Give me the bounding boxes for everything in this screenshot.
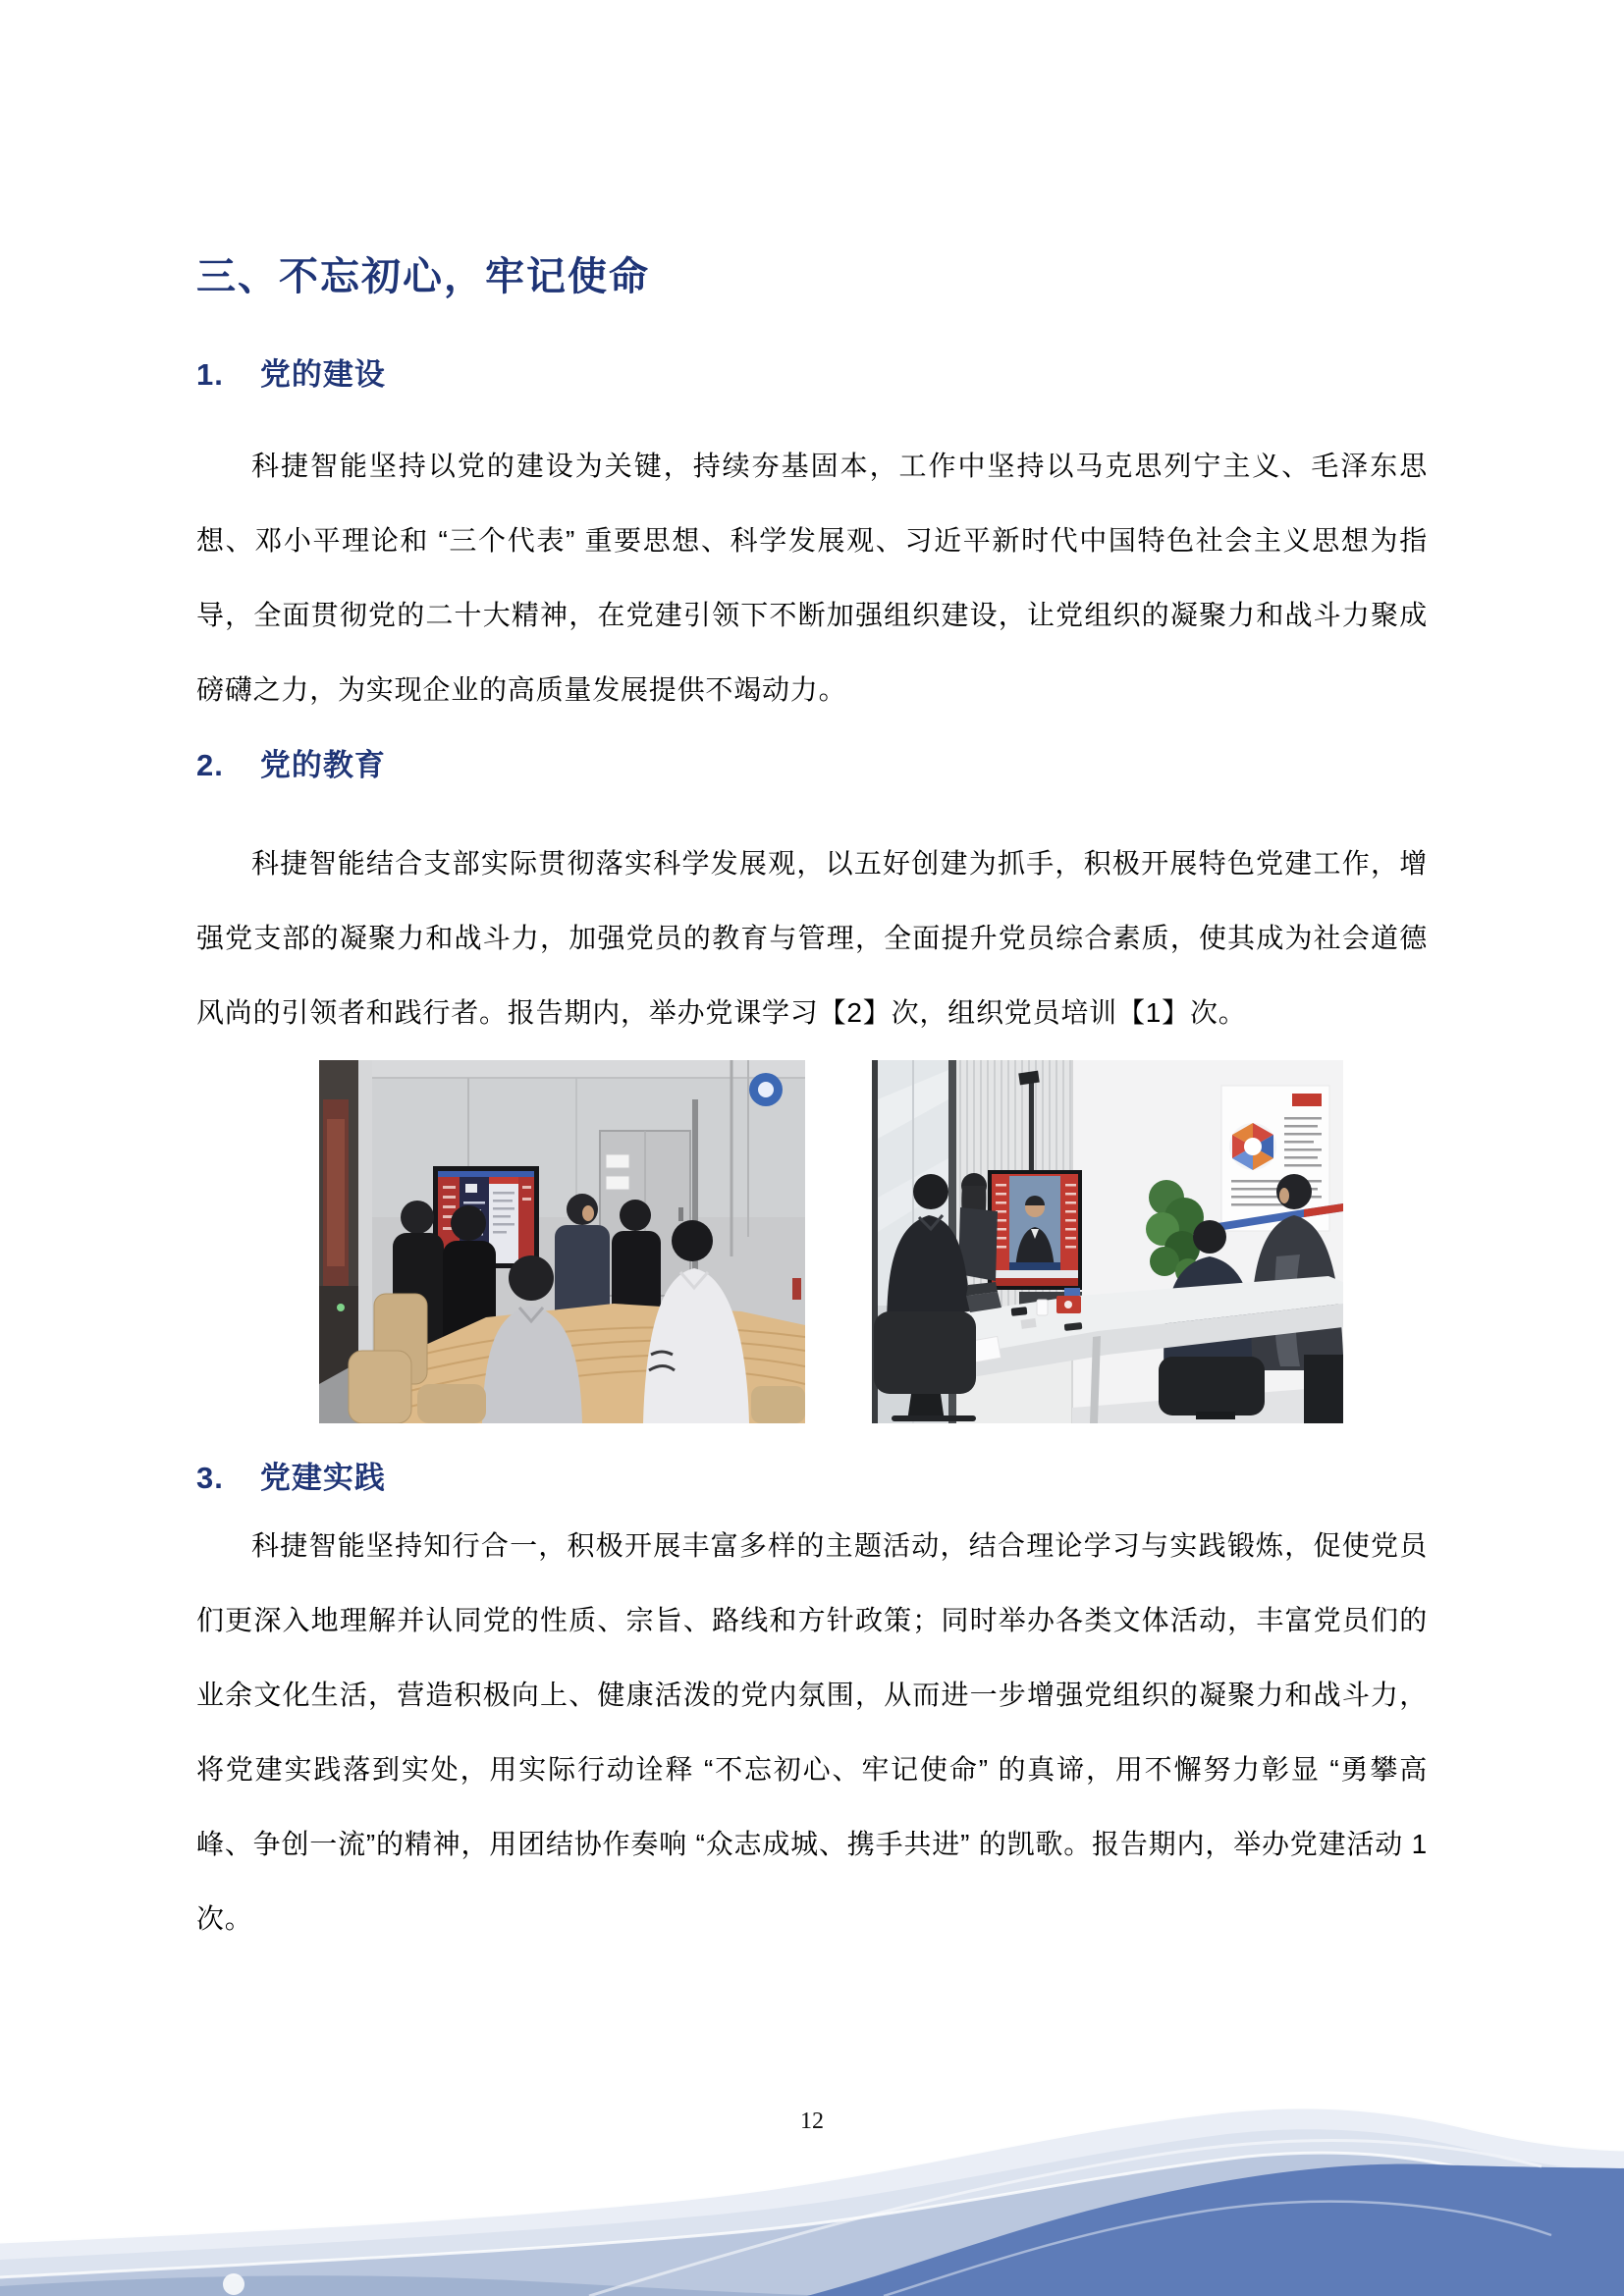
- section-1-heading: [196, 355, 386, 395]
- footer-wave-decoration: [0, 2039, 1624, 2296]
- section-3-number: 3.: [196, 1461, 224, 1495]
- section-2-heading: [196, 746, 386, 785]
- photo-party-training-meeting-room-image: [872, 1060, 1343, 1423]
- photo-party-lecture-workshop-image: [319, 1060, 805, 1423]
- section-1-body: 科捷智能坚持以党的建设为关键，持续夯基固本，工作中坚持以马克思列宁主义、毛泽东思想、邓小平理论和 “三个代表” 重要思想、科学发展观、习近平新时代中国特色社会主义思想为指导，全面贯彻党的二十大精神，在党建引领下不断加强组织建设，让党组织的凝聚力和战斗力聚成磅礴之力，为实现企业的高质量发展提供不竭动力。: [196, 451, 1428, 705]
- section-1-title: 党的建设: [259, 357, 386, 392]
- page-title: 三、不忘初心，牢记使命: [196, 255, 650, 298]
- photo-party-training-meeting-room: [872, 1060, 1343, 1423]
- section-2-number: 2.: [196, 748, 224, 782]
- section-3-title: 党建实践: [259, 1461, 386, 1495]
- tv-screen-right: [988, 1170, 1082, 1290]
- section-2-title: 党的教育: [259, 748, 386, 782]
- page-number: 12: [800, 2109, 824, 2134]
- photo-party-lecture-workshop: [319, 1060, 805, 1423]
- section-2-body: 科捷智能结合支部实际贯彻落实科学发展观，以五好创建为抓手，积极开展特色党建工作，增强党支部的凝聚力和战斗力，加强党员的教育与管理，全面提升党员综合素质，使其成为社会道德风尚的引领者和践行者。报告期内，举办党课学习【2】次，组织党员培训【1】次。: [196, 848, 1428, 1028]
- section-1-number: 1.: [196, 357, 224, 392]
- section-3-body: 科捷智能坚持知行合一，积极开展丰富多样的主题活动，结合理论学习与实践锻炼，促使党员们更深入地理解并认同党的性质、宗旨、路线和方针政策；同时举办各类文体活动，丰富党员们的业余文化生活，营造积极向上、健康活泼的党内氛围，从而进一步增强党组织的凝聚力和战斗力，将党建实践落到实处，用实际行动诠释 “不忘初心、牢记使命” 的真谛，用不懈努力彰显 “勇攀高峰、争创一流”的精神，用团结协作奏响 “众志成城、携手共进” 的凯歌。报告期内，举办党建活动 1 次。: [196, 1530, 1428, 1934]
- photo-row: [319, 1060, 1343, 1423]
- section-3-heading: [196, 1459, 386, 1498]
